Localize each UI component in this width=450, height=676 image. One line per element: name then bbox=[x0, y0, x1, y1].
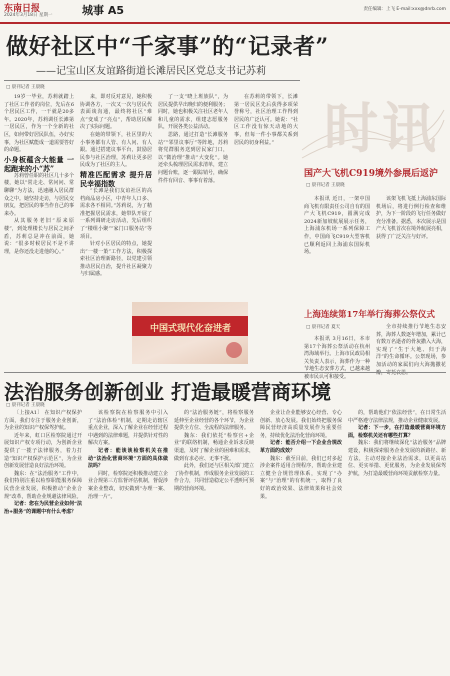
lead-subtitle: ——记宝山区友谊路街道长滩居民区党总支书记苏莉 bbox=[36, 66, 266, 77]
lead-headline: 做好社区中“千家事”的“记录者” bbox=[6, 34, 329, 60]
paragraph: 同时，检察院还积极推动建立企业合规第三方监督评估机制，督促涉案企业整改，切实做到“办理一案、治理一片”。 bbox=[88, 470, 169, 500]
paragraph: 该架飞机飞抵上海浦东国际机场后，将进行例行检查和维护，为下一阶段的飞行任务做好充分准备。据悉，本次展示是国产大飞机首次在境外航展亮相，获得了广泛关注与好评。 bbox=[376, 196, 447, 240]
editor-info: 责任编辑：上飞 E-mail:xxx@dnrb.com bbox=[363, 7, 446, 12]
second-column-2 bbox=[88, 410, 168, 672]
news1-column-1 bbox=[304, 196, 370, 306]
masthead bbox=[0, 0, 450, 24]
paragraph: “长滩是我们友谊社区的高档商品房小区，中青年人口多、需求各不相同。”苏莉说，为了精准把握居民需求，她带队开展了一系列调研走访活动，先后组织了“楼组小聚”“家门口服务站”等项目。 bbox=[80, 187, 152, 240]
paragraph: 的“法治服务链”，将检察服务延伸至企业经营的各个环节，为企业提供全方位、全流程的法律服务。 bbox=[174, 410, 255, 432]
flower-decoration bbox=[226, 342, 242, 358]
section-divider bbox=[4, 372, 446, 373]
second-headline: 法治服务创新创业 打造最暖营商环境 bbox=[4, 380, 331, 404]
question-paragraph: 记者：能谈谈检察机关在推动“法治化营商环境”方面的具体做法吗？ bbox=[88, 447, 168, 470]
question-paragraph: 记者：能否介绍一下企业合规改革方面的成效？ bbox=[260, 440, 342, 454]
paragraph: 近年来，虹口区检察院通过开展知识产权专项行动，为创新企业提供了一揽子法律服务，着力打造“知识产权保护示范区”，为企业创新发展营造良好法治环境。 bbox=[4, 432, 82, 470]
paragraph: 魏东：在“法治服务”工作中，我们特别注重以检察职能服务保障民营企业发展，积极推动“企业合规”改革，帮助企业规避法律风险。 bbox=[4, 470, 82, 500]
paragraph: 全市持续推行节地生态安葬，海葬人数逐年增加，累计已有数万名逝者的骨灰撒入大海，实现了“生于大地、归于海洋”的生命循环。公祭现场，参加活动的家属们向大海抛撒花 bbox=[376, 324, 447, 368]
lead-byline: □ 晨刊记者 王晨晓 bbox=[6, 85, 45, 90]
banner-title: 时讯 bbox=[324, 96, 440, 160]
question-paragraph: 记者：您在为民营企业如何“法治+服务”的课题中有什么考虑？ bbox=[4, 501, 82, 515]
news-banner bbox=[302, 80, 444, 162]
news1-headline: 国产大飞机C919境外参展后返沪 bbox=[304, 169, 438, 179]
lead-column-1 bbox=[4, 94, 74, 366]
paragraph: 了一支“晓上班族队”，为居民提供早出晚归的便利服务；同时，她也积极关注社区老年人和儿童的需求，组建志愿服务队，开展各类公益活动。 bbox=[158, 94, 229, 131]
paragraph: 在她的带领下，社区里的大小事务都有人管、有人问、有人跟。通过搭建议事平台，鼓励居民参与社区治理，苏莉让更多居民成为了社区的主人。 bbox=[80, 131, 152, 169]
paragraph: 19岁一毕业，苏莉就踏上了社区工作者的岗位，先后在6个居民区工作，一干就是20多年。2020年，苏莉调任长滩第一居民区，作为一个全新的社区，如何带好居民队伍，办好实事，为社区赋能成一道需要答好的命题。 bbox=[4, 94, 75, 154]
issue-date: 2024年3月18日 星期一 bbox=[4, 13, 53, 18]
news2-headline: 上海连续第17年举行海葬公祭仪式 bbox=[304, 310, 435, 320]
paragraph: 的，帮助他们“依法经营”，在日常生活中严格遵守法律法规，推动企业健康发展。 bbox=[348, 410, 446, 424]
paragraph: 此外，我们还与区相关部门建立了协作机制，形成服务企业发展的工作合力，共同营造稳定公平透明可预期的营商环境。 bbox=[174, 463, 255, 492]
paragraph: 从其服务老旧“原来原楼”，到处理楼长与居民之间矛盾，苏莉总是冲在前面，她说：“很多时候居民不是不讲理，是你还没走进他的心。” bbox=[4, 218, 74, 255]
question-paragraph: 记者：下一步，在打造最暖营商环境方面，检察机关还有哪些打算？ bbox=[348, 425, 446, 439]
news2-column-1 bbox=[304, 336, 370, 380]
paragraph: 魏东：我们将继续深化“法治服务”品牌建设，积极探索服务企业发展的新路径、新方法，主动对接企业法治需求，以更高站位、更实举措、更优服务，为企业发展保驾护航，为打造最暖营商环境贡献检察力量。 bbox=[348, 440, 446, 477]
feature-photo bbox=[132, 302, 248, 364]
lead-subhead-b: 精准匹配需求 提升居民幸福指数 bbox=[80, 169, 152, 188]
news2-column-2 bbox=[376, 324, 446, 370]
paragraph: 在苏莉的带领下，长滩第一居民区先后获得多项荣誉称号，社区治理工作得到居民的广泛认可。她说：“社区工作没有惊天动地的大事，但每一件小事都关系到居民的切身利益。” bbox=[234, 94, 298, 146]
news1-column-2 bbox=[376, 196, 446, 306]
news2-byline: □ 晨刊记者 夏天 bbox=[306, 325, 341, 330]
paragraph: 魏东：我们依托“检察官+企业”的联络机制，畅通企业诉求反映渠道，及时了解企业的困难和需求，做到有求必应、无事不扰。 bbox=[174, 432, 255, 462]
paragraph: 苏莉曾任职的社区几十多个楼，她以“常走走、常问问、常聊聊”为方法，迅速融入居民群众之中。她坚持走访，与居民交朋友，把居民的事当作自己的事来办。 bbox=[4, 172, 75, 217]
newspaper-logo: 东南日报 bbox=[4, 4, 41, 14]
second-column-5 bbox=[348, 410, 446, 672]
paragraph: 思路，通过打造“长滩服务站”“邻里议事厅”等阵地，苏莉将党群服务送到居民家门口，以“微治理”推动“大变化”。她还牵头梳理居民需求清单，建立问题台账，逐一跟踪销号，确保件件有回音、事事有着落。 bbox=[158, 131, 229, 184]
paragraph: 本报讯 3月16日，本市第17个海葬公祭活动在杭州湾海域举行。上海市民政局相关负责人表示，海葬作为一种节地生态安葬方式，已越来越被市民认可和接受。 bbox=[304, 336, 370, 380]
second-column-1 bbox=[4, 410, 82, 672]
lead-column-3 bbox=[158, 94, 228, 298]
second-column-3 bbox=[174, 410, 254, 672]
photo-caption: 中国式现代化奋进者 bbox=[150, 324, 232, 334]
paragraph: 魏东：截至目前，我们已对多起涉企案件适用合规程序，帮助企业建立健全合规管理体系，实现了“办案”与“治理”的有机统一，取得了良好的政治效果、法律效果和社会效果。 bbox=[260, 455, 342, 500]
paragraph: 来，即对反对意见，她积极协调各方，一次又一次与居民代表面谈沟通，最终将社区“难点”变成了“亮点”，帮助居民解决了实际问题。 bbox=[80, 94, 152, 131]
paragraph: 该检察院在检察服务中引入了“法治体检”机制，定期走访辖区重点企业，深入了解企业在经营过程中遇到的法律难题，并提供针对性的解决方案。 bbox=[88, 410, 169, 447]
lead-subhead-a: 小身板蕴含大能量 一起跑来的小“苏” bbox=[4, 154, 74, 173]
divider bbox=[4, 80, 300, 81]
paragraph: 企业让企业能够安心经营、专心创新、放心发展。我们始终把服务保障民营经济高质量发展作为重要任务，持续优化法治化营商环境。 bbox=[260, 410, 342, 439]
section-label: 城事 A5 bbox=[82, 4, 124, 17]
news1-byline: □ 晨刊记者 王晨晓 bbox=[306, 183, 345, 188]
paragraph: 针对小区居民的特点，她提出“一楼一策”工作方法，积极探索社区治理新路径，以党建引领推动居民自治，提升社区凝聚力与归属感。 bbox=[80, 241, 152, 278]
paragraph: 〔上接A1〕 在知识产权保护方面，我们专注于服务企业创新，为企业的知识产权保驾护航。 bbox=[4, 410, 82, 432]
second-byline: □ 晨刊记者 王晨晓 bbox=[6, 403, 45, 408]
paragraph: 本报讯 近日，一架中国商飞机有限责任公司自有的国产大飞机C919，圆满完成2024新加坡航展展示任务，上海浦东机场一系列保障工作，中国商飞C919大型客机已顺利返回上海浦东国际机场。 bbox=[304, 196, 370, 256]
second-column-4 bbox=[260, 410, 342, 672]
